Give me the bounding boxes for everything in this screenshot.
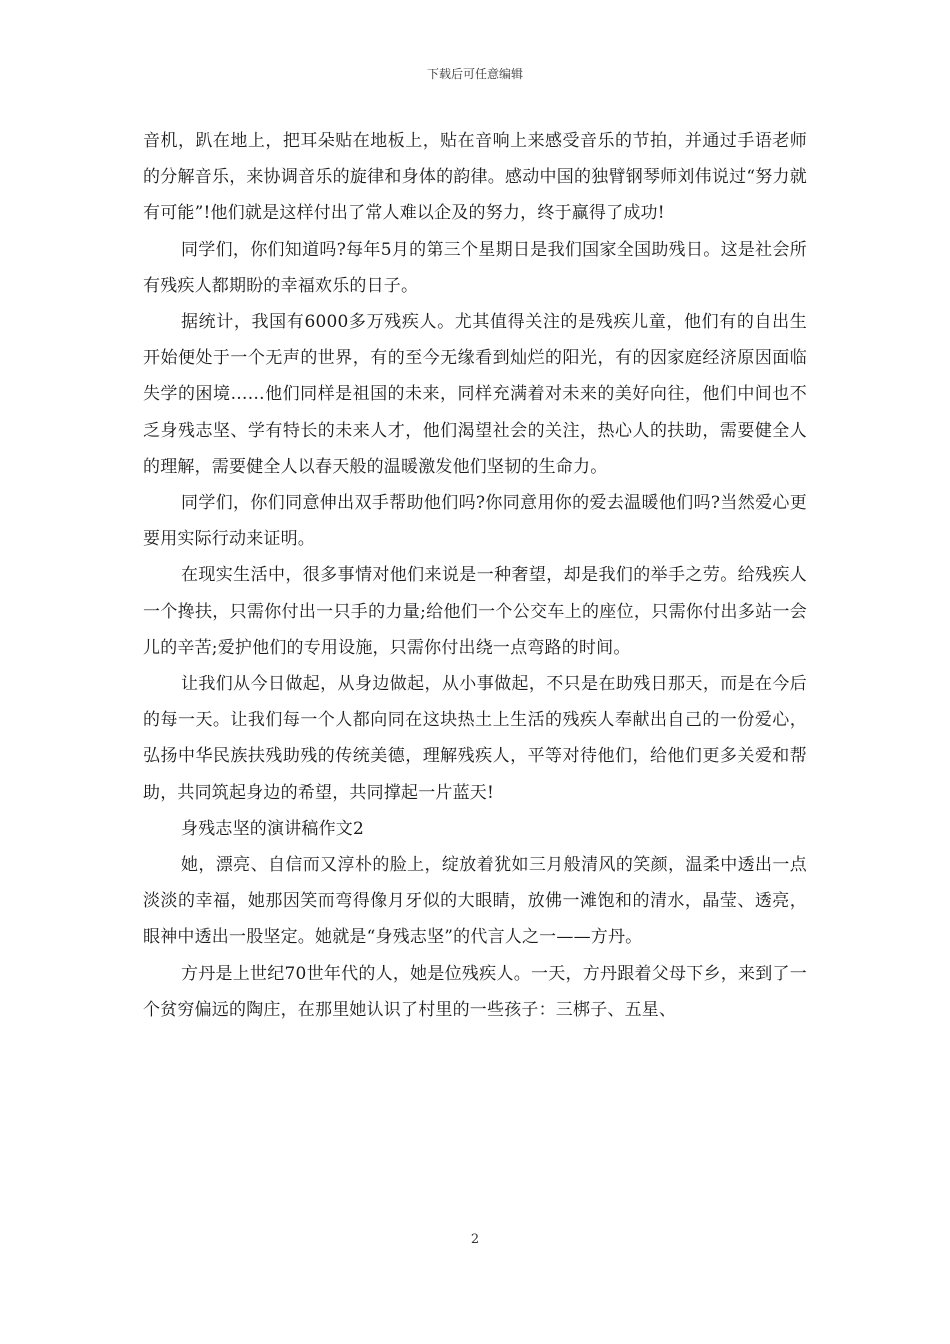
paragraph: 据统计，我国有6000多万残疾人。尤其值得关注的是残疾儿童，他们有的自出生开始便处于一个无声的世界，有的至今无缘看到灿烂的阳光，有的因家庭经济原因面临失学的困境……他们同样是祖国的未来，同样充满着对未来的美好向往，他们中间也不乏身残志坚、学有特长的未来人才，他们渴望社会的关注，热心人的扶助，需要健全人的理解，需要健全人以春天般的温暖激发他们坚韧的生命力。 [143,312,807,477]
document-body [143,123,807,1028]
paragraph: 同学们，你们同意伸出双手帮助他们吗?你同意用你的爱去温暖他们吗?当然爱心更要用实际行动来证明。 [143,493,807,550]
paragraph-continued: 音机，趴在地上，把耳朵贴在地板上，贴在音响上来感受音乐的节拍，并通过手语老师的分解音乐，来协调音乐的旋律和身体的韵律。感动中国的独臂钢琴师刘伟说过“努力就有可能”!他们就是这样付出了常人难以企及的努力，终于赢得了成功! [143,131,807,224]
paragraph: 她，漂亮、自信而又淳朴的脸上，绽放着犹如三月般清风的笑颜，温柔中透出一点淡淡的幸福，她那因笑而弯得像月牙似的大眼睛，放佛一滩饱和的清水，晶莹、透亮，眼神中透出一股坚定。她就是“身残志坚”的代言人之一——方丹。 [143,855,807,948]
paragraph: 方丹是上世纪70世年代的人，她是位残疾人。一天，方丹跟着父母下乡，来到了一个贫穷偏远的陶庄，在那里她认识了村里的一些孩子：三梆子、五星、 [143,963,807,1020]
section-heading: 身残志坚的演讲稿作文2 [181,818,365,839]
paragraph: 同学们，你们知道吗?每年5月的第三个星期日是我们国家全国助残日。这是社会所有残疾人都期盼的幸福欢乐的日子。 [143,239,807,296]
paragraph: 让我们从今日做起，从身边做起，从小事做起，不只是在助残日那天，而是在今后的每一天。让我们每一个人都向同在这块热土上生活的残疾人奉献出自己的一份爱心，弘扬中华民族扶残助残的传统美德，理解残疾人，平等对待他们，给他们更多关爱和帮助，共同筑起身边的希望，共同撑起一片蓝天! [143,674,807,803]
page-number: 2 [470,1232,480,1247]
page-header: 下载后可任意编辑 [426,67,523,81]
paragraph: 在现实生活中，很多事情对他们来说是一种奢望，却是我们的举手之劳。给残疾人一个搀扶，只需你付出一只手的力量;给他们一个公交车上的座位，只需你付出多站一会儿的辛苦;爱护他们的专用设施，只需你付出绕一点弯路的时间。 [143,565,807,658]
